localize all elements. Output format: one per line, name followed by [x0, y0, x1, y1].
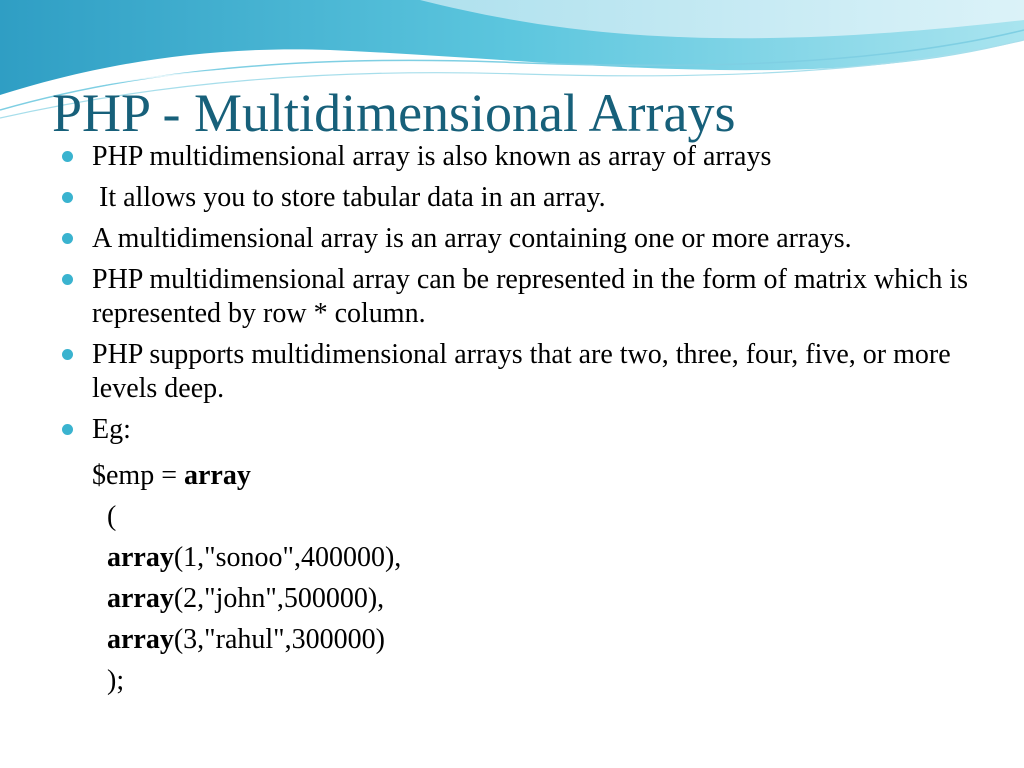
code-text: (2,"john",500000), — [173, 583, 385, 614]
bullet-dot-icon — [62, 233, 73, 244]
code-text: ); — [107, 665, 125, 696]
code-keyword: array — [184, 460, 251, 491]
code-keyword: array — [107, 624, 174, 655]
code-line — [92, 496, 401, 537]
slide-title: PHP - Multidimensional Arrays — [52, 83, 736, 143]
bullet-text: It allows you to store tabular data in an array. — [92, 182, 606, 213]
bullet-dot-icon — [62, 151, 73, 162]
bullet-item — [60, 222, 980, 256]
bullet-dot-icon — [62, 424, 73, 435]
bullet-item — [60, 140, 980, 174]
bullet-text: PHP multidimensional array is also known as array of arrays — [92, 141, 772, 172]
code-keyword: array — [107, 583, 174, 614]
bullet-dot-icon — [62, 349, 73, 360]
code-text: (1,"sonoo",400000), — [173, 542, 402, 573]
bullet-dot-icon — [62, 192, 73, 203]
bullet-text: PHP supports multidimensional arrays that are two, three, four, five, or more levels deep. — [92, 339, 951, 404]
code-text: (3,"rahul",300000) — [173, 624, 385, 655]
code-text: ( — [107, 501, 117, 532]
code-line — [92, 578, 401, 619]
code-line — [92, 619, 401, 660]
bullet-item — [60, 413, 980, 447]
bullet-list — [60, 140, 980, 454]
code-keyword: array — [107, 542, 174, 573]
code-example — [92, 455, 401, 701]
bullet-text: PHP multidimensional array can be represented in the form of matrix which is represented by row * column. — [92, 264, 969, 329]
code-line — [92, 455, 401, 496]
bullet-item — [60, 263, 980, 331]
code-text: $emp = — [92, 460, 184, 491]
bullet-dot-icon — [62, 274, 73, 285]
bullet-text: Eg: — [92, 414, 131, 445]
bullet-text: A multidimensional array is an array containing one or more arrays. — [92, 223, 852, 254]
bullet-item — [60, 338, 980, 406]
bullet-item — [60, 181, 980, 215]
code-line — [92, 537, 401, 578]
code-line — [92, 660, 401, 701]
